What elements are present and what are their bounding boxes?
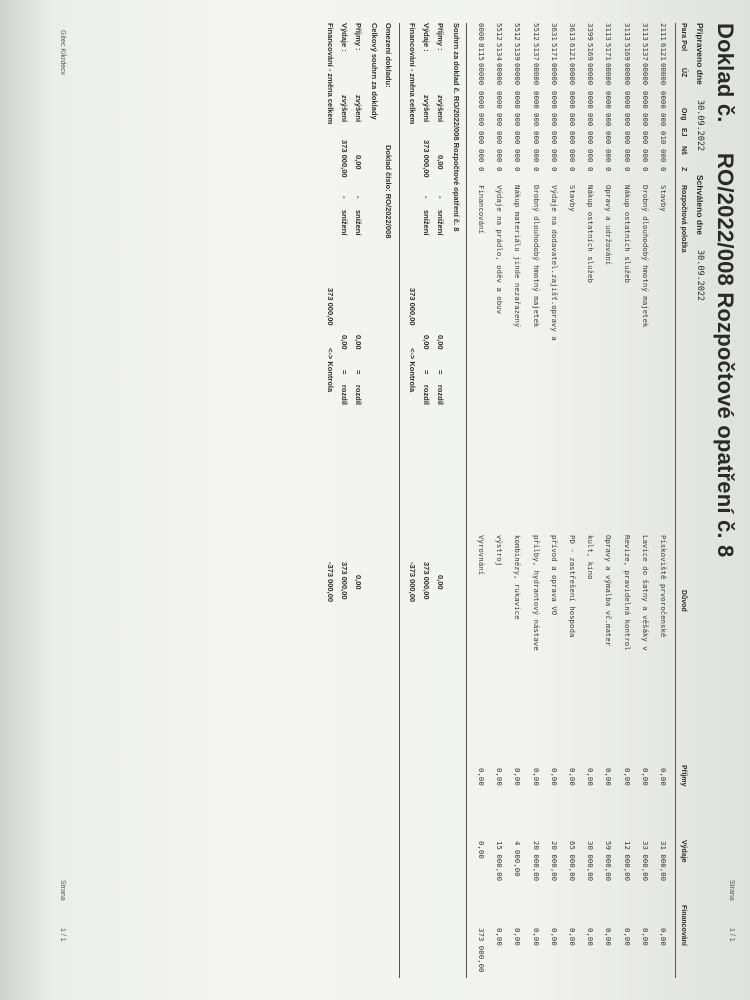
total-prijmy-label: Příjmy : (354, 23, 363, 51)
cell-rozpoctova-polozka: Výdaje na prádlo, oděv a obuv (495, 185, 505, 315)
cell-na: 000 (477, 131, 486, 145)
footer-author: Gitec Kikrdecv (59, 30, 66, 76)
cell-x: 0 (659, 167, 668, 172)
cell-financovani: 0,00 (495, 928, 505, 946)
cell-para: 3113 (640, 23, 650, 41)
cell-rozpoctova-polozka: Drobný dlouhodobý hmotný majetek (640, 185, 650, 328)
cell-na: 000 (640, 131, 650, 145)
cell-x: 0 (495, 167, 505, 172)
cell-rozpoctova-polozka: Nákup materiálu jinde nezařazený (513, 185, 523, 328)
approved-date: 30.09.2022 (695, 250, 705, 302)
cell-duvod: Pískoviště prvoročenské (659, 535, 668, 638)
cell-org: 0000 (604, 91, 614, 109)
cell-uz: 00000 (659, 63, 668, 86)
cell-org: 0000 (622, 91, 632, 109)
total-vydaje-rozdil: rozdíl (340, 385, 349, 405)
cell-uz: 00000 (549, 63, 559, 86)
cell-uz: 00000 (477, 63, 486, 86)
table-row (632, 23, 650, 978)
cell-financovani: 0,00 (640, 928, 650, 946)
cell-para: 3399 (586, 23, 596, 41)
cell-na: 000 (549, 131, 559, 145)
cell-pol: 6121 (568, 43, 577, 61)
col-org: Org (680, 108, 687, 121)
cell-org: 0000 (659, 91, 668, 109)
summary-kontrola-label: <-> Kontrola (408, 348, 417, 393)
cell-ej: 000 (604, 113, 614, 127)
page-label: Strana (728, 880, 735, 901)
cell-na: 000 (586, 131, 596, 145)
approved-label: Schváleno dne (695, 175, 705, 235)
cell-z: 000 (640, 149, 650, 163)
cell-org: 0000 (531, 91, 541, 109)
cell-na: 000 (495, 131, 505, 145)
cell-ej: 000 (531, 113, 541, 127)
cell-vydaje: 33 000,00 (640, 841, 650, 882)
total-vydaje-minus: - (340, 196, 349, 199)
cell-para: 5512 (531, 23, 541, 41)
cell-ej: 000 (513, 113, 523, 127)
cell-pol: 5139 (513, 43, 523, 61)
cell-org: 0000 (640, 91, 650, 109)
cell-duvod: přívod a oprava VO (549, 535, 559, 616)
cell-uz: 00000 (622, 63, 632, 86)
total-vydaje-snizeni: snížení (340, 210, 349, 236)
summary-prijmy-snizeni: snížení (436, 210, 445, 236)
total-prijmy-snizeni: snížení (354, 210, 363, 236)
cell-na: 010 (659, 131, 668, 145)
cell-org: 0000 (477, 91, 486, 109)
cell-x: 0 (568, 167, 577, 172)
cell-x: 0 (604, 167, 614, 172)
table-row (559, 23, 577, 978)
col-z: Z (680, 167, 687, 172)
cell-na: 000 (568, 131, 577, 145)
summary-prijmy-val2: 0,00 (436, 335, 445, 350)
cell-para: 3113 (622, 23, 632, 41)
cell-duvod: výstroj (495, 535, 505, 567)
cell-prijmy: 0,00 (549, 768, 559, 786)
footer-page-label: Strana (59, 880, 66, 901)
cell-rozpoctova-polozka: Financování (477, 185, 486, 234)
cell-financovani: 0,00 (549, 928, 559, 946)
table-row (650, 23, 668, 978)
cell-pol: 5169 (586, 43, 596, 61)
col-uz: ÚZ (680, 68, 687, 78)
cell-duvod: Lavice do šatny a věšáky v (640, 535, 650, 651)
cell-duvod: Opravy a výmalba vč.mater (604, 535, 614, 647)
total-prijmy-rozdil: rozdíl (354, 385, 363, 405)
col-prijmy: Příjmy (680, 765, 687, 787)
cell-rozpoctova-polozka: Výdaje na dodavatel.zajišť.opravy a (549, 185, 559, 341)
total-heading: Celkový souhrn za doklady (370, 23, 379, 120)
cell-financovani: 0,00 (586, 928, 596, 946)
table-row (614, 23, 632, 978)
summary-rule (399, 23, 400, 978)
cell-prijmy: 0,00 (531, 768, 541, 786)
cell-ej: 000 (659, 113, 668, 127)
cell-x: 0 (586, 167, 596, 172)
cell-para: 3113 (604, 23, 614, 41)
cell-x: 0 (477, 167, 486, 172)
cell-financovani: 0,00 (622, 928, 632, 946)
summary-vydaje-val1: 373 000,00 (422, 140, 431, 178)
cell-pol: 5169 (622, 43, 632, 61)
summary-prijmy-label: Příjmy : (436, 23, 445, 51)
summary-vydaje-minus: - (422, 196, 431, 199)
cell-duvod: kombinézy, rukavice (513, 535, 523, 620)
cell-ej: 000 (477, 113, 486, 127)
cell-org: 0000 (549, 91, 559, 109)
cell-duvod: PD - zastřešení hospoda (568, 535, 577, 638)
cell-uz: 00000 (513, 63, 523, 86)
summary-prijmy-val3: 0,00 (436, 575, 445, 590)
summary-vydaje-label: Výdaje : (422, 23, 431, 52)
cell-uz: 00000 (531, 63, 541, 86)
total-vydaje-val2: 0,00 (340, 335, 349, 350)
cell-prijmy: 0,00 (513, 768, 523, 786)
cell-prijmy: 0,00 (495, 768, 505, 786)
total-doklad-label: Doklad číslo: RO/2022/008 (384, 145, 393, 239)
summary-heading: Souhrn za doklad č. RO/2022/008 Rozpočtové opatření č. 8 (452, 23, 461, 232)
summary-vydaje-snizeni: snížení (422, 210, 431, 236)
table-row (577, 23, 595, 978)
cell-x: 0 (549, 167, 559, 172)
summary-fin-val: 373 000,00 (408, 288, 417, 326)
cell-x: 0 (622, 167, 632, 172)
total-fin-label: Financování - změna celkem (326, 23, 335, 125)
cell-pol: 5171 (549, 43, 559, 61)
page-number: 1 / 1 (728, 928, 735, 942)
cell-x: 0 (531, 167, 541, 172)
total-vydaje-val3: 373 000,00 (340, 562, 349, 600)
cell-prijmy: 0,00 (477, 768, 486, 786)
table-row (486, 23, 504, 978)
cell-vydaje: 15 000,00 (495, 841, 505, 882)
summary-fin-label: Financování - změna celkem (408, 23, 417, 125)
cell-vydaje: 4 000,00 (513, 841, 523, 877)
cell-prijmy: 0,00 (622, 768, 632, 786)
cell-prijmy: 0,00 (568, 768, 577, 786)
cell-rozpoctova-polozka: Drobný dlouhodobý hmotný majetek (531, 185, 541, 328)
cell-rozpoctova-polozka: Stavby (659, 185, 668, 212)
summary-vydaje-val2: 0,00 (422, 335, 431, 350)
cell-ej: 000 (586, 113, 596, 127)
cell-duvod: Revize, pravidelná kontrol (622, 535, 632, 651)
cell-ej: 000 (495, 113, 505, 127)
total-vydaje-zvyseni: zvýšení (340, 95, 349, 123)
total-prijmy-minus: - (354, 196, 363, 199)
summary-prijmy-rozdil: rozdíl (436, 385, 445, 405)
footer-page-number: 1 / 1 (59, 928, 66, 942)
col-ej: EJ (680, 128, 687, 137)
cell-z: 000 (495, 149, 505, 163)
cell-vydaje: 12 000,00 (622, 841, 632, 882)
header-rule (675, 23, 676, 978)
cell-vydaje: 20 000,00 (549, 841, 559, 882)
cell-vydaje: 0,00 (477, 841, 486, 859)
col-na: Nš (680, 146, 687, 155)
cell-rozpoctova-polozka: Stavby (568, 185, 577, 212)
table-row (468, 23, 486, 978)
title-number: RO/2022/008 Rozpočtové opatření č. 8 (713, 152, 738, 558)
cell-financovani: 0,00 (513, 928, 523, 946)
cell-z: 000 (586, 149, 596, 163)
summary-prijmy-val1: 0,00 (436, 155, 445, 170)
col-duvod: Důvod (680, 590, 687, 612)
cell-uz: 00000 (640, 63, 650, 86)
cell-ej: 000 (622, 113, 632, 127)
table-row (504, 23, 522, 978)
total-prijmy-eq: = (354, 370, 363, 375)
cell-uz: 00000 (568, 63, 577, 86)
cell-z: 000 (659, 149, 668, 163)
table-bottom-rule (466, 23, 467, 978)
cell-para: 5512 (513, 23, 523, 41)
cell-ej: 000 (640, 113, 650, 127)
cell-ej: 000 (568, 113, 577, 127)
cell-org: 0000 (495, 91, 505, 109)
summary-vydaje-val3: 373 000,00 (422, 562, 431, 600)
cell-org: 0000 (568, 91, 577, 109)
cell-prijmy: 0,00 (586, 768, 596, 786)
summary-kontrola-val: -373 000,00 (408, 562, 417, 603)
total-prijmy-val2: 0,00 (354, 335, 363, 350)
summary-vydaje-zvyseni: zvýšení (422, 95, 431, 123)
cell-duvod: přílby, hydrantový nástave (531, 535, 541, 651)
cell-prijmy: 0,00 (659, 768, 668, 786)
total-vydaje-eq: = (340, 370, 349, 375)
cell-ej: 000 (549, 113, 559, 127)
cell-para: 0000 (477, 23, 486, 41)
table-row (523, 23, 541, 978)
col-vydaje: Výdaje (680, 840, 687, 863)
total-prijmy-zvyseni: zvýšení (354, 95, 363, 123)
cell-org: 0000 (513, 91, 523, 109)
cell-pol: 5171 (604, 43, 614, 61)
cell-z: 000 (549, 149, 559, 163)
cell-financovani: 0,00 (659, 928, 668, 946)
summary-vydaje-eq: = (422, 370, 431, 375)
total-fin-val: 373 000,00 (326, 288, 335, 326)
col-para-pol: Para Pol (680, 23, 687, 52)
cell-financovani: 0,00 (568, 928, 577, 946)
cell-rozpoctova-polozka: Nákup ostatních služeb (622, 185, 632, 283)
cell-duvod: kult, kino (586, 535, 596, 580)
table-row (595, 23, 613, 978)
total-prijmy-val3: 0,00 (354, 575, 363, 590)
cell-pol: 5137 (531, 43, 541, 61)
cell-z: 000 (604, 149, 614, 163)
total-vydaje-label: Výdaje : (340, 23, 349, 52)
col-financovani: Financování (680, 905, 687, 946)
cell-financovani: 373 000,00 (477, 928, 486, 973)
cell-x: 0 (513, 167, 523, 172)
cell-uz: 00000 (586, 63, 596, 86)
cell-para: 3631 (549, 23, 559, 41)
cell-uz: 00000 (604, 63, 614, 86)
cell-para: 3613 (568, 23, 577, 41)
cell-uz: 00000 (495, 63, 505, 86)
cell-financovani: 0,00 (531, 928, 541, 946)
cell-vydaje: 20 000,00 (531, 841, 541, 882)
cell-na: 000 (531, 131, 541, 145)
prepared-label: Připraveno dne (695, 23, 705, 85)
total-kontrola-label: <-> Kontrola (326, 348, 335, 393)
cell-pol: 6121 (659, 43, 668, 61)
cell-na: 000 (622, 131, 632, 145)
cell-z: 000 (477, 149, 486, 163)
cell-rozpoctova-polozka: Opravy a udržování (604, 185, 614, 266)
cell-para: 2111 (659, 23, 668, 41)
prepared-date: 30.09.2022 (695, 100, 705, 152)
document-title (712, 23, 738, 558)
cell-vydaje: 31 000,00 (659, 841, 668, 882)
col-rozpoctova-polozka: Rozpočtová položka (680, 185, 687, 253)
summary-prijmy-minus: - (436, 196, 445, 199)
cell-na: 000 (604, 131, 614, 145)
title-prefix: Doklad č. (713, 23, 738, 123)
cell-financovani: 0,00 (604, 928, 614, 946)
cell-na: 000 (513, 131, 523, 145)
cell-vydaje: 65 000,00 (568, 841, 577, 882)
cell-prijmy: 0,00 (640, 768, 650, 786)
cell-z: 000 (622, 149, 632, 163)
cell-prijmy: 0,00 (604, 768, 614, 786)
cell-pol: 5137 (640, 43, 650, 61)
total-kontrola-val: -373 000,00 (326, 562, 335, 603)
cell-vydaje: 30 000,00 (586, 841, 596, 882)
cell-z: 000 (531, 149, 541, 163)
cell-duvod: Vyrovnání (477, 535, 486, 576)
cell-para: 5512 (495, 23, 505, 41)
summary-prijmy-zvyseni: zvýšení (436, 95, 445, 123)
cell-z: 000 (513, 149, 523, 163)
total-prijmy-val1: 0,00 (354, 155, 363, 170)
total-omezeni-label: Omezení dokladu: (384, 23, 393, 88)
total-vydaje-val1: 373 000,00 (340, 140, 349, 178)
cell-pol: 8115 (477, 43, 486, 61)
cell-z: 000 (568, 149, 577, 163)
cell-vydaje: 59 000,00 (604, 841, 614, 882)
cell-org: 0000 (586, 91, 596, 109)
table-row (541, 23, 559, 978)
cell-pol: 5134 (495, 43, 505, 61)
summary-prijmy-eq: = (436, 370, 445, 375)
cell-x: 0 (640, 167, 650, 172)
cell-rozpoctova-polozka: Nákup ostatních služeb (586, 185, 596, 283)
summary-vydaje-rozdil: rozdíl (422, 385, 431, 405)
